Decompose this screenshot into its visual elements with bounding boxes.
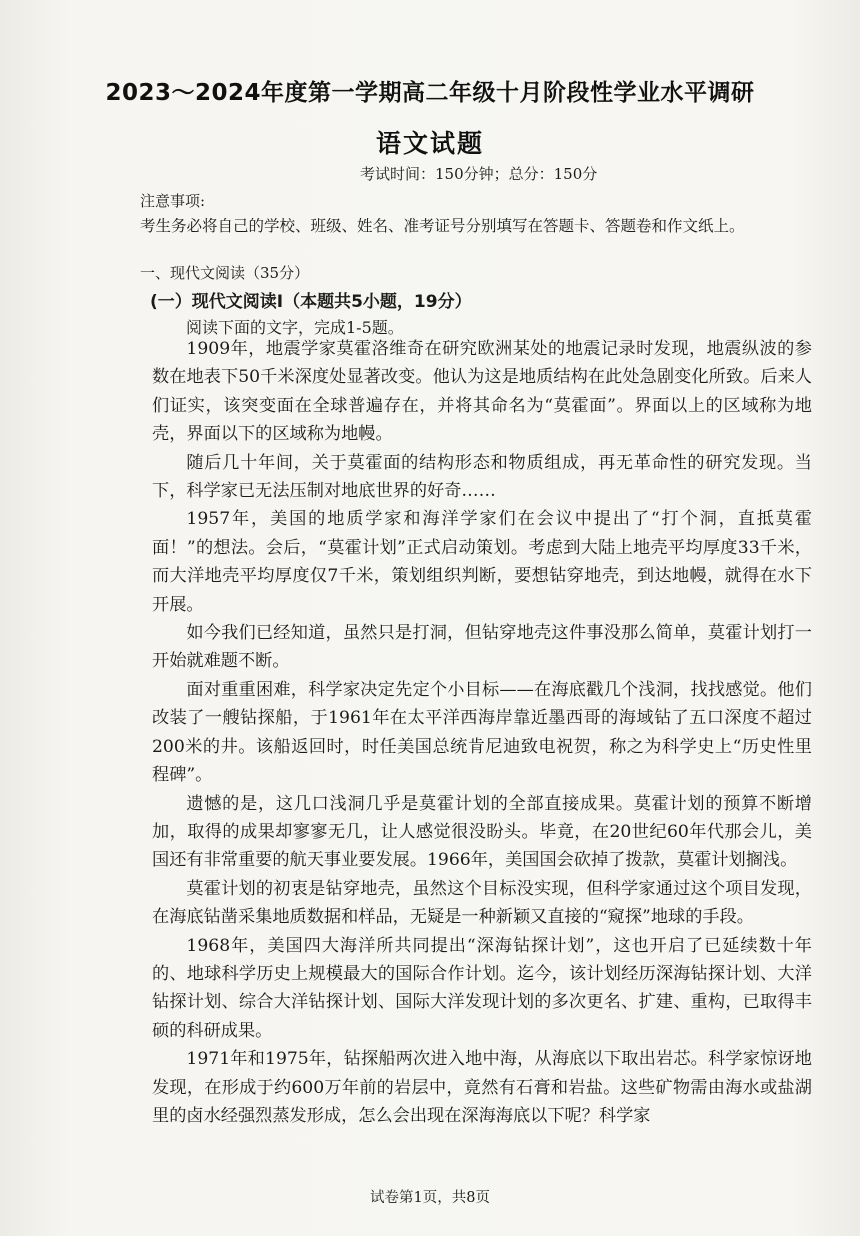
notes-text: 考生务必将自己的学校、班级、姓名、准考证号分别填写在答题卡、答题卷和作文纸上。	[140, 217, 745, 235]
passage-paragraph: 如今我们已经知道，虽然只是打洞，但钻穿地壳这件事没那么简单，莫霍计划打一开始就难题不断。	[152, 623, 812, 672]
passage-paragraph: 1968年，美国四大海洋所共同提出“深海钻探计划”，这也开启了已延续数十年的、地球科学历史上规模最大的国际合作计划。迄今，该计划经历深海钻探计划、大洋钻探计划、综合大洋钻探计划、国际大洋发现计划的多次更名、扩建、重构，已取得丰硕的科研成果。	[152, 935, 812, 1041]
subject-title: 语文试题	[375, 129, 484, 158]
passage-paragraph: 遗憾的是，这几口浅洞几乎是莫霍计划的全部直接成果。莫霍计划的预算不断增加，取得的成果却寥寥无几，让人感觉很没盼头。毕竟，在20世纪60年代那会儿，美国还有非常重要的航天事业要发展。1966年，美国国会砍掉了拨款，莫霍计划搁浅。	[152, 793, 812, 871]
passage-paragraph: 1971年和1975年，钻探船两次进入地中海，从海底以下取出岩芯。科学家惊讶地发现，在形成于约600万年前的岩层中，竟然有石膏和岩盐。这些矿物需由海水或盐湖里的卤水经强烈蒸发形成，怎么会出现在深海海底以下呢？科学家	[152, 1049, 812, 1126]
subsection-title: (一）现代文阅读Ⅰ（本题共5小题，19分）	[150, 292, 472, 312]
passage-paragraph: 1957年，美国的地质学家和海洋学家们在会议中提出了“打个洞，直抵莫霍面！”的想法。会后，“莫霍计划”正式启动策划。考虑到大陆上地壳平均厚度33千米，而大洋地壳平均厚度仅7千米，策划组织判断，要想钻穿地壳，到达地幔，就得在水下开展。	[152, 509, 812, 615]
section-title: 一、现代文阅读（35分）	[140, 264, 310, 282]
passage-paragraph: 随后几十年间，关于莫霍面的结构形态和物质组成，再无革命性的研究发现。当下，科学家已无法压制对地底世界的好奇……	[152, 452, 812, 502]
notes-heading: 注意事项:	[140, 192, 206, 210]
page-footer: 试卷第1页，共8页	[370, 1190, 490, 1206]
reading-instruction: 阅读下面的文字，完成1-5题。	[186, 318, 404, 337]
passage-paragraph: 面对重重困难，科学家决定先定个小目标——在海底戳几个浅洞，找找感觉。他们改装了一艘钻探船，于1961年在太平洋西海岸靠近墨西哥的海域钻了五口深度不超过200米的井。该船返回时，时任美国总统肯尼迪致电祝贺，称之为科学史上“历史性里程碑”。	[152, 679, 812, 786]
passage-paragraph: 莫霍计划的初衷是钻穿地壳，虽然这个目标没实现，但科学家通过这个项目发现，在海底钻凿采集地质数据和样品，无疑是一种新颖又直接的“窥探”地球的手段。	[152, 878, 812, 928]
passage	[152, 335, 812, 1130]
exam-title: 2023～2024年度第一学期高二年级十月阶段性学业水平调研	[105, 80, 755, 106]
exam-info: 考试时间：150分钟；总分：150分	[360, 165, 598, 183]
passage-paragraph: 1909年，地震学家莫霍洛维奇在研究欧洲某处的地震记录时发现，地震纵波的参数在地表下50千米深度处显著改变。他认为这是地质结构在此处急剧变化所致。后来人们证实，该突变面在全球普遍存在，并将其命名为“莫霍面”。界面以上的区域称为地壳，界面以下的区域称为地幔。	[152, 339, 812, 445]
